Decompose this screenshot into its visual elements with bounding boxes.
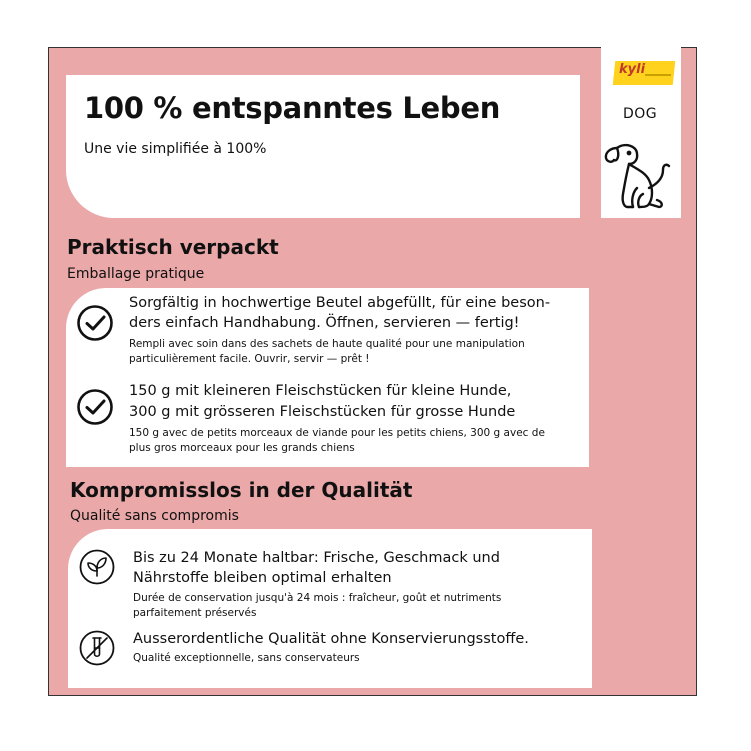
section2-item1-fr-line2: parfaitement préservés (133, 607, 257, 619)
no-preservatives-icon (78, 629, 116, 667)
page-subtitle: Une vie simplifiée à 100% (84, 141, 267, 157)
section2-subtitle: Qualité sans compromis (70, 508, 239, 524)
section2-item2-de-line1: Ausserordentliche Qualität ohne Konservierungsstoffe. (133, 631, 529, 647)
section2-item1-de-line2: Nährstoffe bleiben optimal erhalten (133, 570, 392, 586)
section1-item2-de-line2: 300 g mit grösseren Fleischstücken für grosse Hunde (129, 404, 516, 420)
leaf-icon (78, 548, 116, 586)
section2-item1-de-line1: Bis zu 24 Monate haltbar: Frische, Geschmack und (133, 550, 500, 566)
section1-item2-fr-line2: plus gros morceaux pour les grands chiens (129, 442, 355, 454)
section1-item1-fr-line2: particulièrement facile. Ouvrir, servir — prêt ! (129, 353, 370, 365)
section1-item2-fr-line1: 150 g avec de petits morceaux de viande pour les petits chiens, 300 g avec de (129, 427, 545, 439)
section2-item2-fr-line1: Qualité exceptionnelle, sans conservateurs (133, 652, 360, 664)
check-circle-icon (76, 388, 114, 426)
page-title: 100 % entspanntes Leben (84, 91, 501, 125)
category-label: DOG (623, 106, 658, 122)
section1-item1-de-line1: Sorgfältig in hochwertige Beutel abgefüllt, für eine beson- (129, 295, 551, 311)
brand-logo-text: kyli (619, 62, 646, 77)
check-circle-icon (76, 304, 114, 342)
section1-item2-de-line1: 150 g mit kleineren Fleischstücken für kleine Hunde, (129, 383, 512, 399)
section2-title: Kompromisslos in der Qualität (70, 478, 413, 502)
section2-item1-fr-line1: Durée de conservation jusqu'à 24 mois : fraîcheur, goût et nutriments (133, 592, 502, 604)
brand-logo-tagline-mark (645, 74, 671, 76)
section1-title: Praktisch verpackt (67, 235, 279, 259)
section1-item1-de-line2: ders einfach Handhabung. Öffnen, servieren — fertig! (129, 315, 520, 331)
section1-subtitle: Emballage pratique (67, 266, 205, 282)
section1-item1-fr-line1: Rempli avec soin dans des sachets de haute qualité pour une manipulation (129, 338, 525, 350)
dog-icon (603, 138, 677, 212)
